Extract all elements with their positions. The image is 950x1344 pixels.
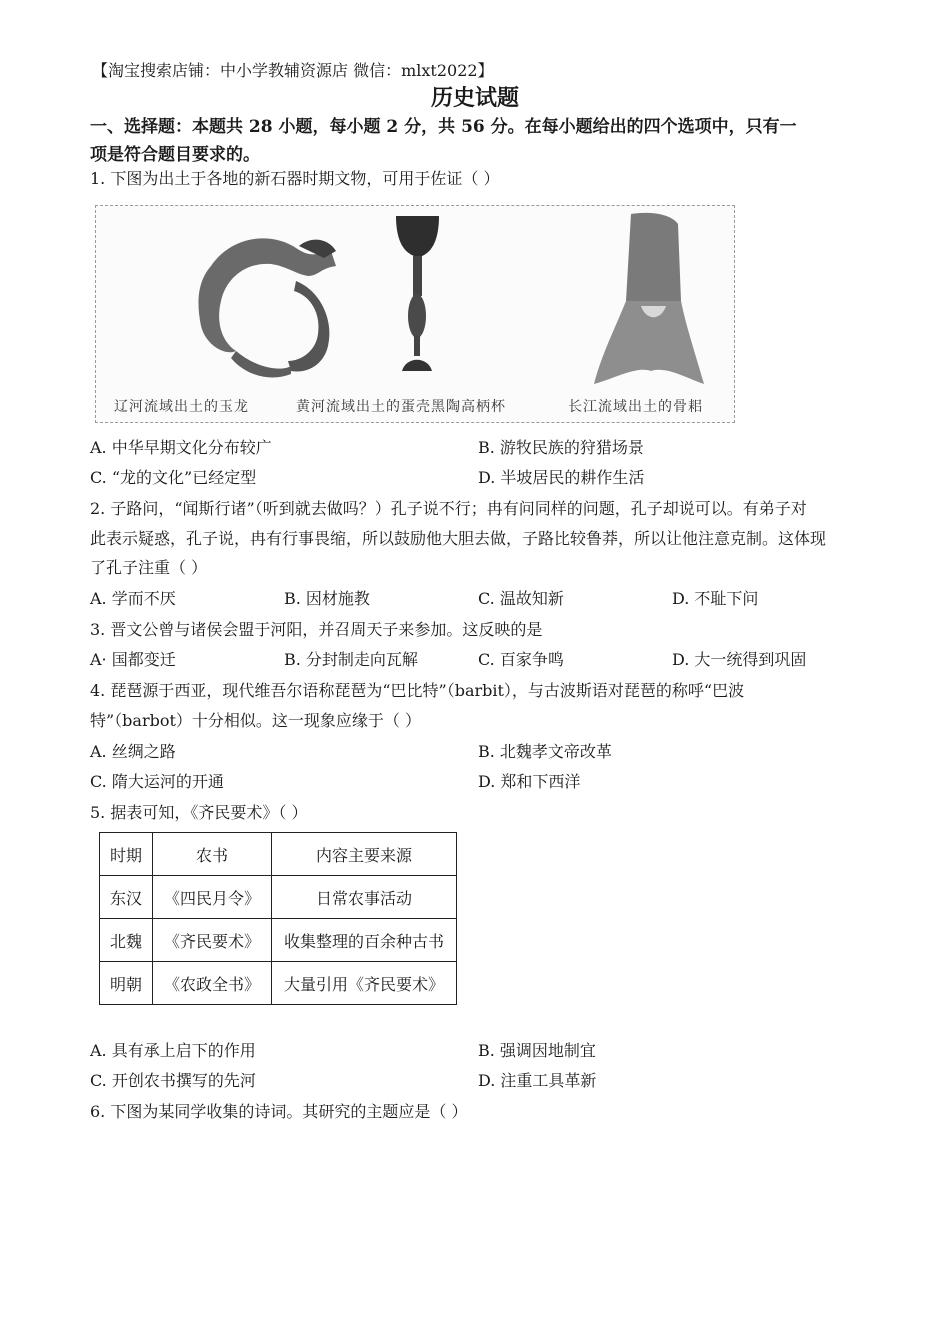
table-cell: 日常农事活动 (272, 876, 457, 919)
section-heading-line2: 项是符合题目要求的。 (90, 145, 260, 165)
q1-option-c: C. “龙的文化”已经定型 (90, 468, 257, 487)
q6-stem: 6. 下图为某同学收集的诗词。其研究的主题应是（ ） (90, 1102, 468, 1121)
table-cell: 大量引用《齐民要术》 (272, 962, 457, 1005)
q2-option-a: A. 学而不厌 (90, 589, 176, 608)
table-header-cell: 内容主要来源 (272, 833, 457, 876)
q5-option-b: B. 强调因地制宜 (478, 1041, 596, 1060)
q5-option-a: A. 具有承上启下的作用 (90, 1041, 256, 1060)
table-row (100, 876, 457, 919)
table-cell: 北魏 (100, 919, 153, 962)
q4-option-d: D. 郑和下西洋 (478, 772, 581, 791)
table-row (100, 962, 457, 1005)
q5-option-d: D. 注重工具革新 (478, 1071, 597, 1090)
q2-stem-line3: 了孔子注重（ ） (90, 558, 208, 577)
table-header-cell: 时期 (100, 833, 153, 876)
q2-option-b: B. 因材施教 (284, 589, 370, 608)
q2-stem-line2: 此表示疑惑，孔子说，冉有行事畏缩，所以鼓励他大胆去做，子路比较鲁莽，所以让他注意克制。这体现 (90, 529, 827, 548)
table-cell: 《农政全书》 (153, 962, 272, 1005)
q1-option-a: A. 中华早期文化分布较广 (90, 438, 272, 457)
q3-option-b: B. 分封制走向瓦解 (284, 650, 418, 669)
table-cell: 《齐民要术》 (153, 919, 272, 962)
q5-stem: 5. 据表可知，《齐民要术》（ ） (90, 803, 308, 822)
caption-jade-dragon: 辽河流域出土的玉龙 (114, 399, 249, 415)
caption-bone-spade: 长江流域出土的骨耜 (568, 399, 703, 415)
q5-agri-books-table (99, 832, 457, 1005)
artifact-illustrations (96, 206, 736, 424)
q1-option-b: B. 游牧民族的狩猎场景 (478, 438, 644, 457)
q2-stem-line1: 2. 子路问，“闻斯行诸”（听到就去做吗？）孔子说不行；冉有问同样的问题，孔子却说可以。有弟子对 (90, 499, 807, 518)
jade-dragon-image (198, 238, 336, 377)
table-header-cell: 农书 (153, 833, 272, 876)
q3-stem: 3. 晋文公曾与诸侯会盟于河阳，并召周天子来参加。这反映的是 (90, 620, 543, 639)
q3-option-c: C. 百家争鸣 (478, 650, 564, 669)
table-cell: 东汉 (100, 876, 153, 919)
q5-option-c: C. 开创农书撰写的先河 (90, 1071, 256, 1090)
q4-option-a: A. 丝绸之路 (90, 742, 176, 761)
q1-stem: 1. 下图为出土于各地的新石器时期文物，可用于佐证（ ） (90, 169, 500, 188)
q4-stem-line1: 4. 琵琶源于西亚，现代维吾尔语称琵琶为“巴比特”（barbit），与古波斯语对琵琶的称呼“巴波 (90, 681, 745, 700)
page-title: 历史试题 (430, 85, 519, 111)
table-cell: 收集整理的百余种古书 (272, 919, 457, 962)
q4-option-c: C. 隋大运河的开通 (90, 772, 224, 791)
q4-stem-line2: 特”（barbot）十分相似。这一现象应缘于（ ） (90, 711, 422, 730)
shop-header: 【淘宝搜索店铺：中小学教辅资源店 微信：mlxt2022】 (92, 61, 494, 80)
q1-option-d: D. 半坡居民的耕作生活 (478, 468, 645, 487)
q2-option-c: C. 温故知新 (478, 589, 564, 608)
caption-pottery-cup: 黄河流域出土的蛋壳黑陶高柄杯 (296, 399, 506, 415)
q4-option-b: B. 北魏孝文帝改革 (478, 742, 612, 761)
bone-spade-image (594, 213, 704, 384)
q2-option-d: D. 不耻下问 (672, 589, 759, 608)
section-heading-line1: 一、选择题：本题共 28 小题，每小题 2 分，共 56 分。在每小题给出的四个选项中，只有一 (90, 117, 797, 137)
table-cell: 《四民月令》 (153, 876, 272, 919)
black-pottery-cup-image (396, 216, 439, 371)
q3-option-a: A· 国都变迁 (90, 650, 176, 669)
q3-option-d: D. 大一统得到巩固 (672, 650, 807, 669)
table-header-row (100, 833, 457, 876)
table-cell: 明朝 (100, 962, 153, 1005)
q1-artifact-figure (95, 205, 735, 423)
table-row (100, 919, 457, 962)
